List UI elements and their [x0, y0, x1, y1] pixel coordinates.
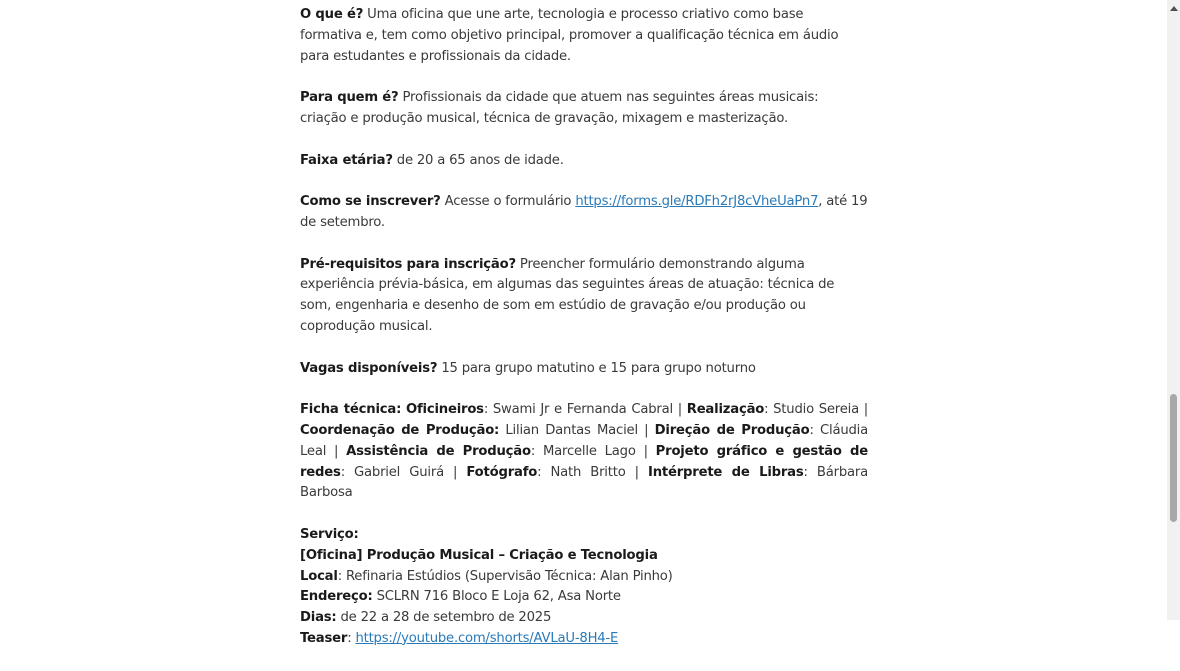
oficineiros-text: : Swami Jr e Fernanda Cabral | [483, 402, 687, 418]
servico-teaser [300, 629, 868, 650]
pre-requisitos-text: Preencher formulário demonstrando alguma experiência prévia-básica, em algumas das seguintes áreas de atuação: técnica de som, engenharia e desenho de som em estúdio de gravação e/ou produção ou coprodução musical. [300, 256, 835, 334]
fotografo-label: Fotógrafo [466, 464, 538, 480]
form-link[interactable]: https://forms.gle/RDFh2rJ8cVheUaPn7 [575, 194, 819, 210]
vagas-text: 15 para grupo matutino e 15 para grupo noturno [441, 360, 756, 376]
paragraph-faixa-etaria [300, 151, 868, 172]
vagas-label: Vagas disponíveis? [300, 360, 438, 376]
faixa-etaria-label: Faixa etária? [300, 152, 393, 168]
ficha-tecnica-label: Ficha técnica: [300, 402, 402, 418]
servico-endereco [300, 587, 868, 608]
servico-dias [300, 608, 868, 629]
teaser-label: Teaser [300, 630, 348, 646]
paragraph-servico [300, 525, 868, 650]
libras-label: Intérprete de Libras [647, 464, 804, 480]
paragraph-para-quem [300, 88, 868, 130]
teaser-link[interactable]: https://youtube.com/shorts/AVLaU-8H4-E [355, 630, 619, 646]
scroll-up-button[interactable] [1167, 0, 1180, 16]
servico-local [300, 567, 868, 588]
endereco-text: SCLRN 716 Bloco E Loja 62, Asa Norte [372, 589, 621, 605]
fotografo-text: : Nath Britto | [537, 464, 648, 480]
faixa-etaria-text: de 20 a 65 anos de idade. [396, 152, 564, 168]
coordenacao-label: Coordenação de Produção: [300, 422, 500, 438]
o-que-e-label: O que é? [300, 7, 364, 22]
o-que-e-text: Uma oficina que une arte, tecnologia e processo criativo como base formativa e, tem como objetivo principal, promover a qualificação técnica em áudio para estudantes e profissionais da cidade. [300, 7, 839, 64]
coordenacao-text: Lilian Dantas Maciel | [499, 422, 655, 438]
inscricao-text-before: Acesse o formulário [444, 194, 572, 210]
assistencia-label: Assistência de Produção [346, 443, 531, 459]
projeto-label: Projeto gráfico e gestão de redes [300, 443, 868, 480]
scrollbar-thumb[interactable] [1170, 394, 1177, 522]
paragraph-ficha-tecnica [300, 400, 868, 504]
direcao-text: : Cláudia Leal | [300, 422, 869, 459]
oficineiros-label: Oficineiros [405, 402, 484, 418]
teaser-sep: : [347, 630, 356, 646]
assistencia-text: : Marcelle Lago | [530, 443, 656, 459]
local-label: Local [300, 568, 338, 584]
realizacao-text: : Studio Sereia | [764, 402, 869, 418]
paragraph-inscricao [300, 192, 868, 234]
para-quem-label: Para quem é? [300, 90, 399, 106]
dias-label: Dias: [300, 610, 337, 626]
local-text: : Refinaria Estúdios (Supervisão Técnica: Alan Pinho) [337, 568, 673, 584]
projeto-text: : Gabriel Guirá | [340, 464, 467, 480]
paragraph-vagas [300, 359, 868, 380]
para-quem-text: Profissionais da cidade que atuem nas seguintes áreas musicais: criação e produção musical, técnica de gravação, mixagem e masterização. [300, 90, 819, 126]
paragraph-o-que-e [300, 5, 868, 67]
libras-text: : Bárbara Barbosa [300, 464, 868, 501]
article-body [300, 5, 868, 671]
realizacao-label: Realização [686, 402, 765, 418]
dias-text: de 22 a 28 de setembro de 2025 [336, 610, 552, 626]
inscricao-text-after: , até 19 de setembro. [300, 194, 868, 230]
paragraph-pre-requisitos [300, 255, 868, 338]
endereco-label: Endereço: [300, 589, 373, 605]
servico-title: [Oficina] Produção Musical – Criação e Tecnologia [300, 547, 658, 563]
pre-requisitos-label: Pré-requisitos para inscrição? [300, 256, 516, 272]
direcao-label: Direção de Produção [654, 422, 810, 438]
inscricao-label: Como se inscrever? [300, 194, 441, 210]
servico-heading: Serviço: [300, 526, 359, 542]
chevron-up-icon [1170, 6, 1178, 11]
vertical-scrollbar[interactable] [1167, 0, 1180, 620]
